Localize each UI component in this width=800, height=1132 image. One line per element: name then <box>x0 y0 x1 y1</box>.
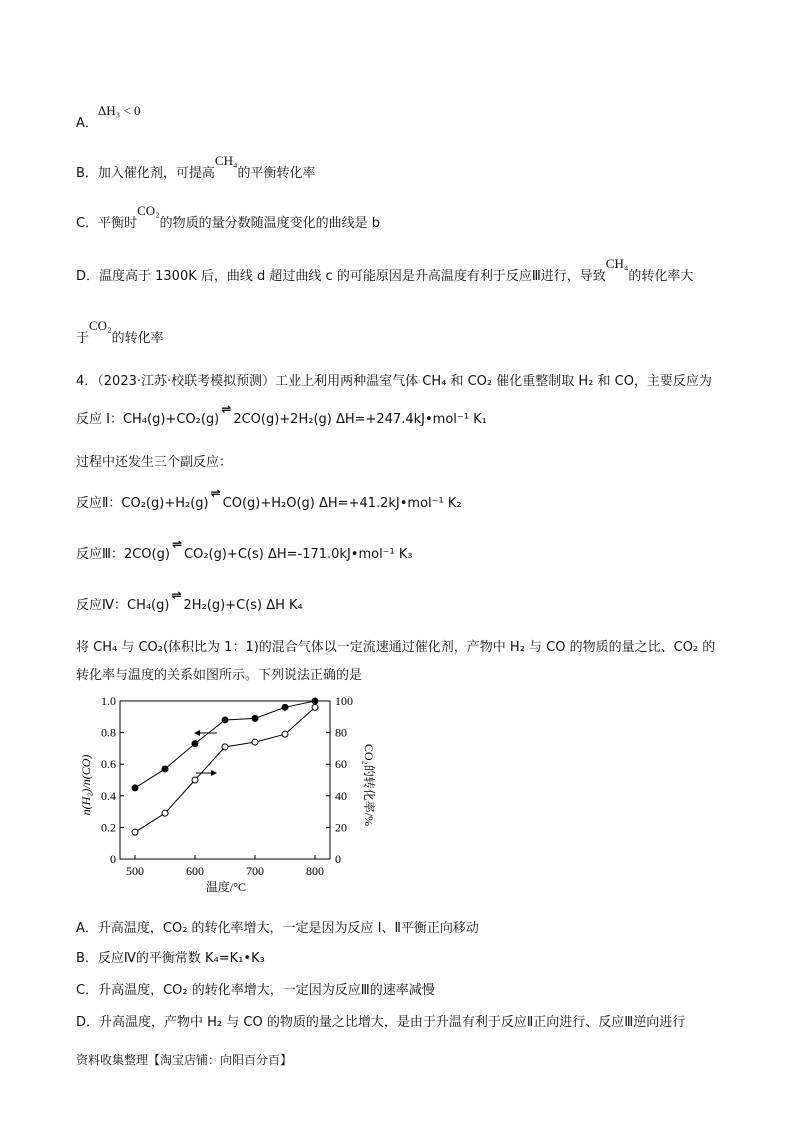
data-point-series-1 <box>192 741 198 747</box>
option-text: 的物质的量分数随温度变化的曲线是 b <box>159 216 381 231</box>
data-point-series-1 <box>222 717 228 723</box>
y-tick-label-right: 60 <box>335 757 347 772</box>
equilibrium-arrow-icon: ⇌ <box>221 402 232 416</box>
description-line-1: 将 CH₄ 与 CO₂(体积比为 1：1)的混合气体以一定流速通过催化剂，产物中 H₂ 与 CO 的物质的量之比、CO₂ 的 <box>76 640 716 655</box>
reaction-products: 2H₂(g)+C(s) ΔH K₄ <box>183 598 303 613</box>
math-expression: CO₂ <box>89 318 112 333</box>
option-a-prev <box>76 103 141 131</box>
math-expression: CO₂ <box>137 203 160 218</box>
y-tick-label-left: 1.0 <box>101 695 116 708</box>
y-tick-label-right: 100 <box>335 695 353 708</box>
option-b: B．反应Ⅳ的平衡常数 K₄=K₁•K₃ <box>76 951 265 966</box>
data-point-series-2 <box>282 731 288 737</box>
option-text: C．平衡时 <box>76 216 138 231</box>
option-text: B．加入催化剂，可提高 <box>76 166 215 181</box>
data-point-series-1 <box>132 785 138 791</box>
y-axis-label-left: n(H₂)/n(CO) <box>79 754 93 816</box>
data-point-series-1 <box>282 704 288 710</box>
reaction-reactants: 反应Ⅱ：CO₂(g)+H₂(g) <box>76 496 209 511</box>
option-text: 的转化率大 <box>628 269 694 284</box>
math-expression: CH₄ <box>605 256 629 271</box>
option-text: 的转化率 <box>111 331 164 346</box>
option-label: A． <box>76 116 98 131</box>
y-tick-label-left: 0.4 <box>101 788 116 803</box>
reaction-3 <box>76 537 413 562</box>
y-tick-label-left: 0.6 <box>101 757 116 772</box>
math-expression: ΔH₃ < 0 <box>97 103 141 118</box>
equilibrium-arrow-icon: ⇌ <box>171 588 182 602</box>
data-point-series-2 <box>252 739 258 745</box>
y-tick-label-right: 20 <box>335 820 347 835</box>
option-text: 的平衡转化率 <box>237 166 316 181</box>
data-point-series-1 <box>312 698 318 704</box>
y-axis-label-right: CO₂的转化率/% <box>362 743 376 827</box>
side-reactions-intro: 过程中还发生三个副反应： <box>76 455 233 470</box>
x-axis-label: 温度/°C <box>205 880 247 894</box>
y-tick-label-right: 80 <box>335 725 347 740</box>
option-text: 于 <box>76 331 90 346</box>
reaction-2 <box>76 486 462 511</box>
x-tick-label: 500 <box>126 864 144 878</box>
equilibrium-arrow-icon: ⇌ <box>171 537 183 551</box>
reaction-reactants: 反应Ⅳ：CH₄(g) <box>76 598 170 613</box>
reaction-1 <box>76 402 487 427</box>
data-point-series-2 <box>222 744 228 750</box>
y-tick-label-left: 0.8 <box>101 725 116 740</box>
y-tick-label-left: 0 <box>110 852 116 866</box>
temperature-chart <box>76 695 376 895</box>
reaction-products: CO₂(g)+C(s) ΔH=-171.0kJ•mol⁻¹ K₃ <box>184 547 413 562</box>
data-point-series-2 <box>192 777 198 783</box>
option-a: A．升高温度，CO₂ 的转化率增大，一定是因为反应 I、Ⅱ平衡正向移动 <box>76 921 479 936</box>
x-tick-label: 700 <box>246 864 264 878</box>
option-text: D．温度高于 1300K 后，曲线 d 超过曲线 c 的可能原因是升高温度有利于反应Ⅲ进行，导致 <box>76 269 606 284</box>
reaction-4 <box>76 588 303 613</box>
option-c-prev <box>76 203 381 231</box>
y-tick-label-right: 0 <box>335 852 341 866</box>
reaction-products: 2CO(g)+2H₂(g) ΔH=+247.4kJ•mol⁻¹ K₁ <box>233 412 487 427</box>
option-b-prev <box>76 153 316 181</box>
description-line-2: 转化率与温度的关系如图所示。下列说法正确的是 <box>76 668 363 683</box>
y-tick-label-left: 0.2 <box>101 820 116 835</box>
plot-frame <box>120 701 330 859</box>
data-point-series-2 <box>132 829 138 835</box>
x-tick-label: 600 <box>186 864 204 878</box>
y-tick-label-right: 40 <box>335 788 347 803</box>
data-point-series-2 <box>162 810 168 816</box>
reaction-reactants: 反应Ⅲ：2CO(g) <box>76 547 170 562</box>
reaction-products: CO(g)+H₂O(g) ΔH=+41.2kJ•mol⁻¹ K₂ <box>222 496 462 511</box>
data-point-series-2 <box>312 704 318 710</box>
question-intro: 4．（2023·江苏·校联考模拟预测）工业上利用两种温室气体 CH₄ 和 CO₂ 催化重整制取 H₂ 和 CO，主要反应为 <box>76 374 712 389</box>
option-d: D．升高温度，产物中 H₂ 与 CO 的物质的量之比增大，是由于升温有利于反应Ⅱ正向进行、反应Ⅲ逆向进行 <box>76 1015 686 1030</box>
data-point-series-1 <box>162 766 168 772</box>
option-d-prev <box>76 256 694 284</box>
x-tick-label: 800 <box>306 864 324 878</box>
math-expression: CH₄ <box>214 153 238 168</box>
option-d-prev-continued <box>76 318 164 346</box>
footer-source: 资料收集整理【淘宝店铺：向阳百分百】 <box>76 1053 293 1067</box>
data-point-series-1 <box>252 715 258 721</box>
equilibrium-arrow-icon: ⇌ <box>210 486 221 500</box>
reaction-reactants: 反应 I：CH₄(g)+CO₂(g) <box>76 412 220 427</box>
option-c: C．升高温度，CO₂ 的转化率增大，一定因为反应Ⅲ的速率减慢 <box>76 983 435 998</box>
